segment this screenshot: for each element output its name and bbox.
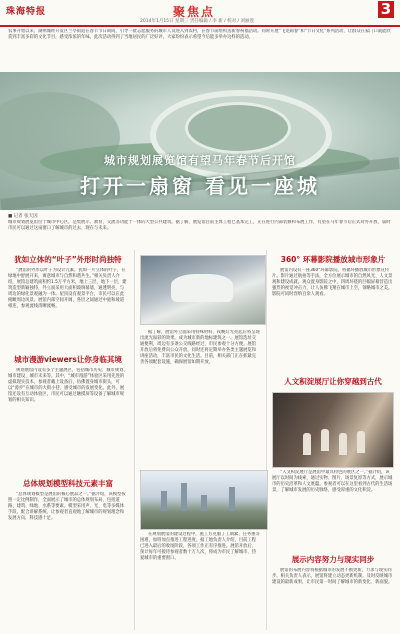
- header-rule: [0, 25, 400, 27]
- page-number: 3: [378, 1, 394, 18]
- city-skyline-photo: [140, 470, 268, 530]
- subheading: 城市漫游viewers让你身临其境: [14, 355, 122, 364]
- building-photo: [140, 255, 266, 325]
- column-divider: [134, 250, 135, 630]
- column-2-continued: [140, 532, 260, 628]
- headline-kicker: 城市规划展览馆有望马年春节后开馆: [104, 154, 296, 167]
- subheading: 犹如立体的“叶子”外形时尚独特: [14, 255, 122, 264]
- subheading: 人文积淀展厅让你穿越到古代: [284, 377, 382, 386]
- subheading: 展示内容努力与现实同步: [291, 555, 375, 564]
- section-title: 聚焦点: [173, 5, 216, 19]
- exhibit-figures-photo: [272, 392, 394, 468]
- article-text: 展馆内设有一座360°环幕影院，将循环播放城市形象宣传片。影片通过航拍等手法，全方位展示城市的自然风光、人文景观和建设成就。观众置身影院之中，四周环绕的巨幅屏幕营造出强烈的视觉冲击力，让人仿佛飞翔在城市上空，领略城市之美。影院可同时容纳百余人观看。: [272, 268, 393, 297]
- article-text: 展馆的布展内容将根据城市的发展不断更新，力求与现实同步。相关负责人表示，展馆将建立动态更新机制，及时反映城市建设的最新成果，让市民第一时间了解城市的新变化、新面貌。: [272, 568, 393, 585]
- subheading: 360° 环幕影院播放城市形象片: [280, 255, 386, 264]
- article-text: 据了解，展馆外立面采用特殊材料，夜晚灯光亮起后将呈现出流光溢彩的效果，成为城市新的地标建筑之一。展馆选址交通便利，周边有多条公交线路经过，市民参观十分方便。展馆开放后将免费向公众开放，同时还将定期举办各类主题展览和讲座活动，丰富市民的文化生活。目前，相关部门正在抓紧完善各项配套设施，确保展馆如期开放。: [140, 330, 260, 365]
- lead-paragraph: 农事开始以来，湖州城经开发区兰亭街道在春节节日期间，引导一批志愿服务的城市人员进入到农村，在春节前组织送新春祝福活动。同时开展“飞龙闹春”和“节日文化”系列活动，让群众在家门口就能欣赏到丰富多彩的文化节目，感受浓浓的年味。此次活动得到了当地居民的广泛好评，大家纷纷表示希望今后能多举办这样的活动。: [8, 29, 391, 40]
- main-headline: 打开一扇窗 看见一座城: [80, 174, 320, 198]
- byline: ■ 记者 张天因: [8, 214, 38, 219]
- article-text: “展馆的外形以叶子为设计元素，犹如一片立体的叶子，在绿地中舒展开来，寓意城市与自然和谐共生。”相关负责人介绍，展馆总建筑面积约1.5万平方米，地上三层，地下一层，建筑造型新颖独特，外立面采用大面积玻璃幕墙，通透明亮，与周边的绿化景观融为一体。屋顶设有观景平台，市民可以在此俯瞰周边风景。展馆内部空间开阔，各层之间通过中庭和坡道相连，参观流线清晰流畅。: [8, 268, 127, 309]
- article-text: 规划展馆内设有多个主题展区，包括城市历史、城市规划、城市建设、城市未来等。其中，“城市漫游”体验区采用先进的虚拟现实技术，参观者戴上设备后，仿佛置身城市街头，可以“漫步”在城市的大街小巷，感受城市的发展变化。此外，展馆还设有互动体验区，市民可以通过触摸屏等设备了解城市规划的相关知识。: [8, 368, 128, 403]
- subheading: 总体规划模型科技元素丰富: [23, 479, 113, 488]
- column-3-heading-2: [272, 372, 394, 390]
- column-1: [8, 250, 128, 596]
- dateline: 2014年1月15日 星期三 责任编辑 / 李 新 / 校对 / 刘丽莲: [140, 19, 254, 24]
- article-text: “总体规划模型是展馆的核心展品之一。”据介绍，该模型按照一定比例制作，全面展示了城市的总体规划布局，包括道路、建筑、绿地、水系等要素。模型采用声、光、电等多媒体手段，配合讲解系统，让参观者直观地了解城市的规划理念和发展方向，科技感十足。: [8, 492, 126, 521]
- column-2: [140, 330, 260, 462]
- column-3-continued: [272, 470, 394, 622]
- intro-paragraph: 城市规划展览馆位于城市中心区，是集展示、教育、交流等功能于一体的大型公共建筑。据了解，展览馆目前主体工程已基本完工，正在进行内部装修和布展工作，有望在马年春节后正式对外开放，届时市民可以通过这扇窗口了解城市的过去、现在与未来。: [8, 220, 391, 231]
- article-text: 在规划展馆的建设过程中，施工方克服了工期紧、任务重等困难，加班加点推进工程进度。据工地负责人介绍，目前工程已进入最后的收尾阶段，各项工作正有序推进。展馆开放后，预计每年可接待参观者数十万人次，将成为市民了解城市、热爱城市的重要窗口。: [140, 532, 260, 561]
- column-3: [272, 250, 394, 386]
- article-text: “人文积淀展厅是展馆中最具特色的展区之一。”据介绍，该展厅以时间为线索，通过实物、图片、场景复原等方式，展示城市的历史沿革和人文底蕴。参观者可以在这里看到古代的生活场景，了解城市发展的历史脉络，感受厚重的文化积淀。: [272, 470, 393, 493]
- masthead-logo: 珠海特报: [6, 7, 47, 17]
- column-divider: [266, 250, 267, 630]
